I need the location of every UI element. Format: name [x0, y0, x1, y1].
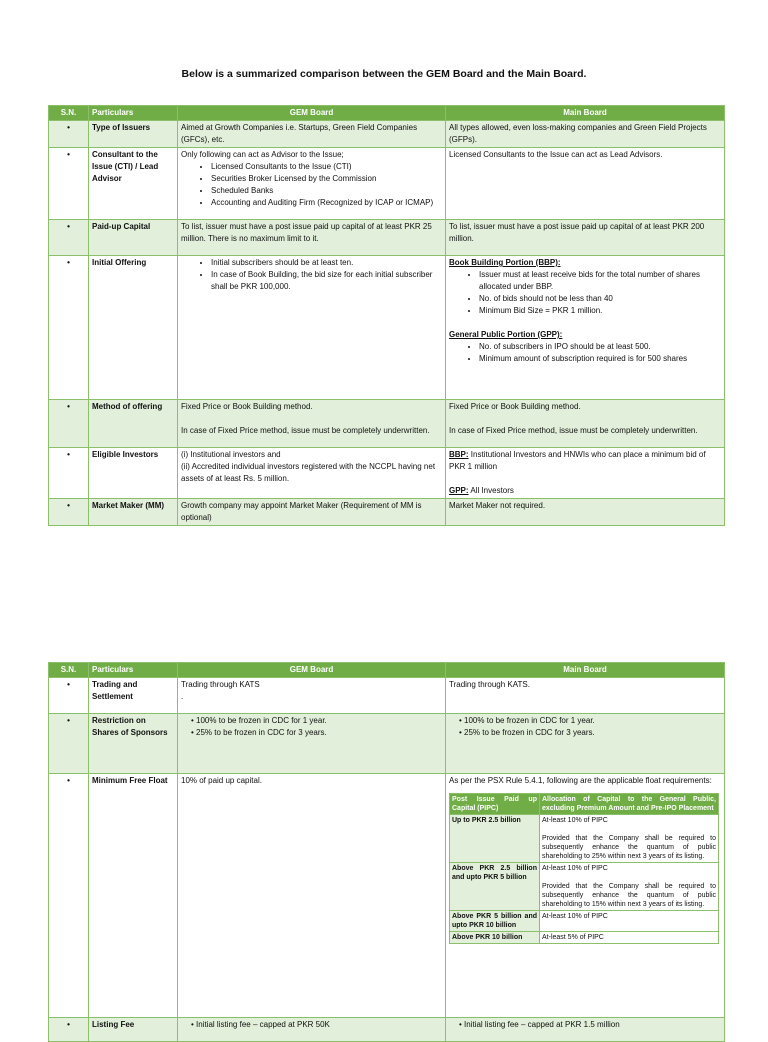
list-item: • No. of subscribers in IPO should be at least 500.: [479, 341, 721, 353]
row-particular: Paid-up Capital: [89, 220, 178, 256]
float-header-row: [450, 794, 719, 815]
gpp-text: All Investors: [470, 486, 514, 495]
main-cell: All types allowed, even loss-making companies and Green Field Projects (GFPs).: [446, 121, 725, 148]
float-row: [450, 815, 719, 863]
initial-offering-list: [181, 257, 442, 293]
float-table: [449, 793, 719, 944]
comparison-table-2: [48, 662, 725, 1042]
list-item: • Issuer must at least receive bids for the total number of shares allocated under BBP.: [479, 269, 721, 293]
bbp-investors: [449, 449, 721, 473]
gem-text: (i) Institutional investors and: [181, 450, 281, 459]
table-row: [49, 499, 725, 526]
float-note: Provided that the Company shall be required to subsequently enhance the quantum of public shareholding to 25% within next 3 years of its listing.: [542, 835, 716, 860]
gem-cell: [178, 148, 446, 220]
float-cap: Above PKR 2.5 billion and upto PKR 5 billion: [450, 863, 540, 911]
header-main-board: Main Board: [446, 663, 725, 678]
float-cap: Above PKR 5 billion and upto PKR 10 billion: [450, 911, 540, 932]
row-particular: Initial Offering: [89, 256, 178, 400]
gpp-list: [449, 341, 721, 365]
float-header-cap: Post Issue Paid up Capital (PIPC): [450, 794, 540, 815]
main-text: In case of Fixed Price method, issue must be completely underwritten.: [449, 426, 698, 435]
gem-text: In case of Fixed Price method, issue must be completely underwritten.: [181, 426, 430, 435]
list-item: • 100% to be frozen in CDC for 1 year.: [459, 715, 721, 727]
header-gem-board: GEM Board: [178, 663, 446, 678]
gem-intro: Only following can act as Advisor to the Issue;: [181, 150, 344, 159]
list-item: • 100% to be frozen in CDC for 1 year.: [191, 715, 442, 727]
gem-cell: Aimed at Growth Companies i.e. Startups, Green Field Companies (GFCs), etc.: [178, 121, 446, 148]
sponsor-list: [181, 715, 442, 739]
main-cell: [446, 774, 725, 1018]
float-alloc-value: At-least 10% of PIPC: [542, 865, 608, 872]
list-item: • Minimum amount of subscription required is for 500 shares: [479, 353, 721, 365]
gem-dot: .: [181, 692, 184, 701]
main-text: Fixed Price or Book Building method.: [449, 402, 581, 411]
gem-text: (ii) Accredited individual investors registered with the NCCPL having net assets of at least Rs. 5 million.: [181, 462, 436, 483]
gem-text: Trading through KATS: [181, 680, 260, 689]
table-row: [49, 678, 725, 714]
list-item: • Licensed Consultants to the Issue (CTI): [211, 161, 442, 173]
float-row: [450, 932, 719, 944]
row-particular: Trading and Settlement: [89, 678, 178, 714]
table-row: [49, 774, 725, 1018]
main-cell: Market Maker not required.: [446, 499, 725, 526]
main-cell: [446, 400, 725, 448]
header-sn: S.N.: [49, 663, 89, 678]
row-particular: Method of offering: [89, 400, 178, 448]
row-particular: Type of Issuers: [89, 121, 178, 148]
gem-text: Fixed Price or Book Building method.: [181, 402, 313, 411]
float-note: Provided that the Company shall be required to subsequently enhance the quantum of public shareholding to 15% within next 3 years of its listing.: [542, 883, 716, 908]
row-bullet: •: [49, 148, 89, 220]
list-item: • In case of Book Building, the bid size for each initial subscriber shall be PKR 100,000.: [211, 269, 442, 293]
table-row: [49, 400, 725, 448]
advisor-list: [181, 161, 442, 209]
table-row: [49, 220, 725, 256]
table-header-row: [49, 663, 725, 678]
list-item: • Initial listing fee – capped at PKR 50K: [191, 1019, 442, 1031]
float-header-alloc: Allocation of Capital to the General Public, excluding Premium Amount and Pre-IPO Placement: [540, 794, 719, 815]
row-bullet: •: [49, 256, 89, 400]
main-cell: [446, 448, 725, 499]
main-cell: [446, 256, 725, 400]
sponsor-list: [449, 715, 721, 739]
float-alloc: [540, 863, 719, 911]
row-particular: Restriction on Shares of Sponsors: [89, 714, 178, 774]
float-cap: Up to PKR 2.5 billion: [450, 815, 540, 863]
listing-fee-list: [449, 1019, 721, 1031]
main-cell: Trading through KATS.: [446, 678, 725, 714]
header-main-board: Main Board: [446, 106, 725, 121]
list-item: • 25% to be frozen in CDC for 3 years.: [459, 727, 721, 739]
bbp-label: BBP:: [449, 450, 469, 459]
page-heading: Below is a summarized comparison between the GEM Board and the Main Board.: [181, 68, 587, 80]
list-item: • Minimum Bid Size = PKR 1 million.: [479, 305, 721, 317]
row-bullet: •: [49, 774, 89, 1018]
float-alloc-value: At-least 5% of PIPC: [540, 932, 719, 944]
gem-cell: Growth company may appoint Market Maker (Requirement of MM is optional): [178, 499, 446, 526]
listing-fee-list: [181, 1019, 442, 1031]
list-item: • Securities Broker Licensed by the Commission: [211, 173, 442, 185]
bbp-title: Book Building Portion (BBP):: [449, 258, 561, 267]
gem-cell: [178, 714, 446, 774]
table-row: [49, 714, 725, 774]
main-cell: [446, 1018, 725, 1042]
table-row: [49, 121, 725, 148]
row-particular: Minimum Free Float: [89, 774, 178, 1018]
float-alloc-value: At-least 10% of PIPC: [540, 911, 719, 932]
gem-cell: [178, 256, 446, 400]
float-row: [450, 911, 719, 932]
list-item: • Accounting and Auditing Firm (Recognized by ICAP or ICMAP): [211, 197, 442, 209]
main-text: As per the PSX Rule 5.4.1, following are the applicable float requirements:: [449, 776, 712, 785]
main-cell: [446, 714, 725, 774]
list-item: • 25% to be frozen in CDC for 3 years.: [191, 727, 442, 739]
gem-cell: [178, 678, 446, 714]
row-bullet: •: [49, 121, 89, 148]
row-bullet: •: [49, 448, 89, 499]
list-item: • Initial listing fee – capped at PKR 1.5 million: [459, 1019, 721, 1031]
table-row: [49, 256, 725, 400]
float-row: [450, 863, 719, 911]
float-alloc-value: At-least 10% of PIPC: [542, 817, 608, 824]
bbp-text: Institutional Investors and HNWIs who can place a minimum bid of PKR 1 million: [449, 450, 706, 471]
gem-cell: 10% of paid up capital.: [178, 774, 446, 1018]
table-row: [49, 148, 725, 220]
row-bullet: •: [49, 714, 89, 774]
main-cell: To list, issuer must have a post issue paid up capital of at least PKR 200 million.: [446, 220, 725, 256]
list-item: • Initial subscribers should be at least ten.: [211, 257, 442, 269]
table-header-row: [49, 106, 725, 121]
row-particular: Consultant to the Issue (CTI) / Lead Advisor: [89, 148, 178, 220]
row-particular: Eligible Investors: [89, 448, 178, 499]
table-row: [49, 1018, 725, 1042]
header-gem-board: GEM Board: [178, 106, 446, 121]
gem-cell: [178, 448, 446, 499]
main-cell: Licensed Consultants to the Issue can act as Lead Advisors.: [446, 148, 725, 220]
row-particular: Listing Fee: [89, 1018, 178, 1042]
row-bullet: •: [49, 499, 89, 526]
comparison-table-1: [48, 105, 725, 526]
float-alloc: [540, 815, 719, 863]
row-bullet: •: [49, 400, 89, 448]
gpp-investors: [449, 485, 721, 497]
row-bullet: •: [49, 1018, 89, 1042]
row-bullet: •: [49, 220, 89, 256]
row-particular: Market Maker (MM): [89, 499, 178, 526]
gem-cell: To list, issuer must have a post issue paid up capital of at least PKR 25 million. There is no maximum limit to it.: [178, 220, 446, 256]
gpp-title: General Public Portion (GPP):: [449, 330, 563, 339]
list-item: • Scheduled Banks: [211, 185, 442, 197]
header-particulars: Particulars: [89, 663, 178, 678]
gpp-label: GPP:: [449, 486, 469, 495]
bbp-list: [449, 269, 721, 317]
gem-cell: [178, 400, 446, 448]
header-sn: S.N.: [49, 106, 89, 121]
gem-cell: [178, 1018, 446, 1042]
float-cap: Above PKR 10 billion: [450, 932, 540, 944]
list-item: • No. of bids should not be less than 40: [479, 293, 721, 305]
row-bullet: •: [49, 678, 89, 714]
header-particulars: Particulars: [89, 106, 178, 121]
table-row: [49, 448, 725, 499]
